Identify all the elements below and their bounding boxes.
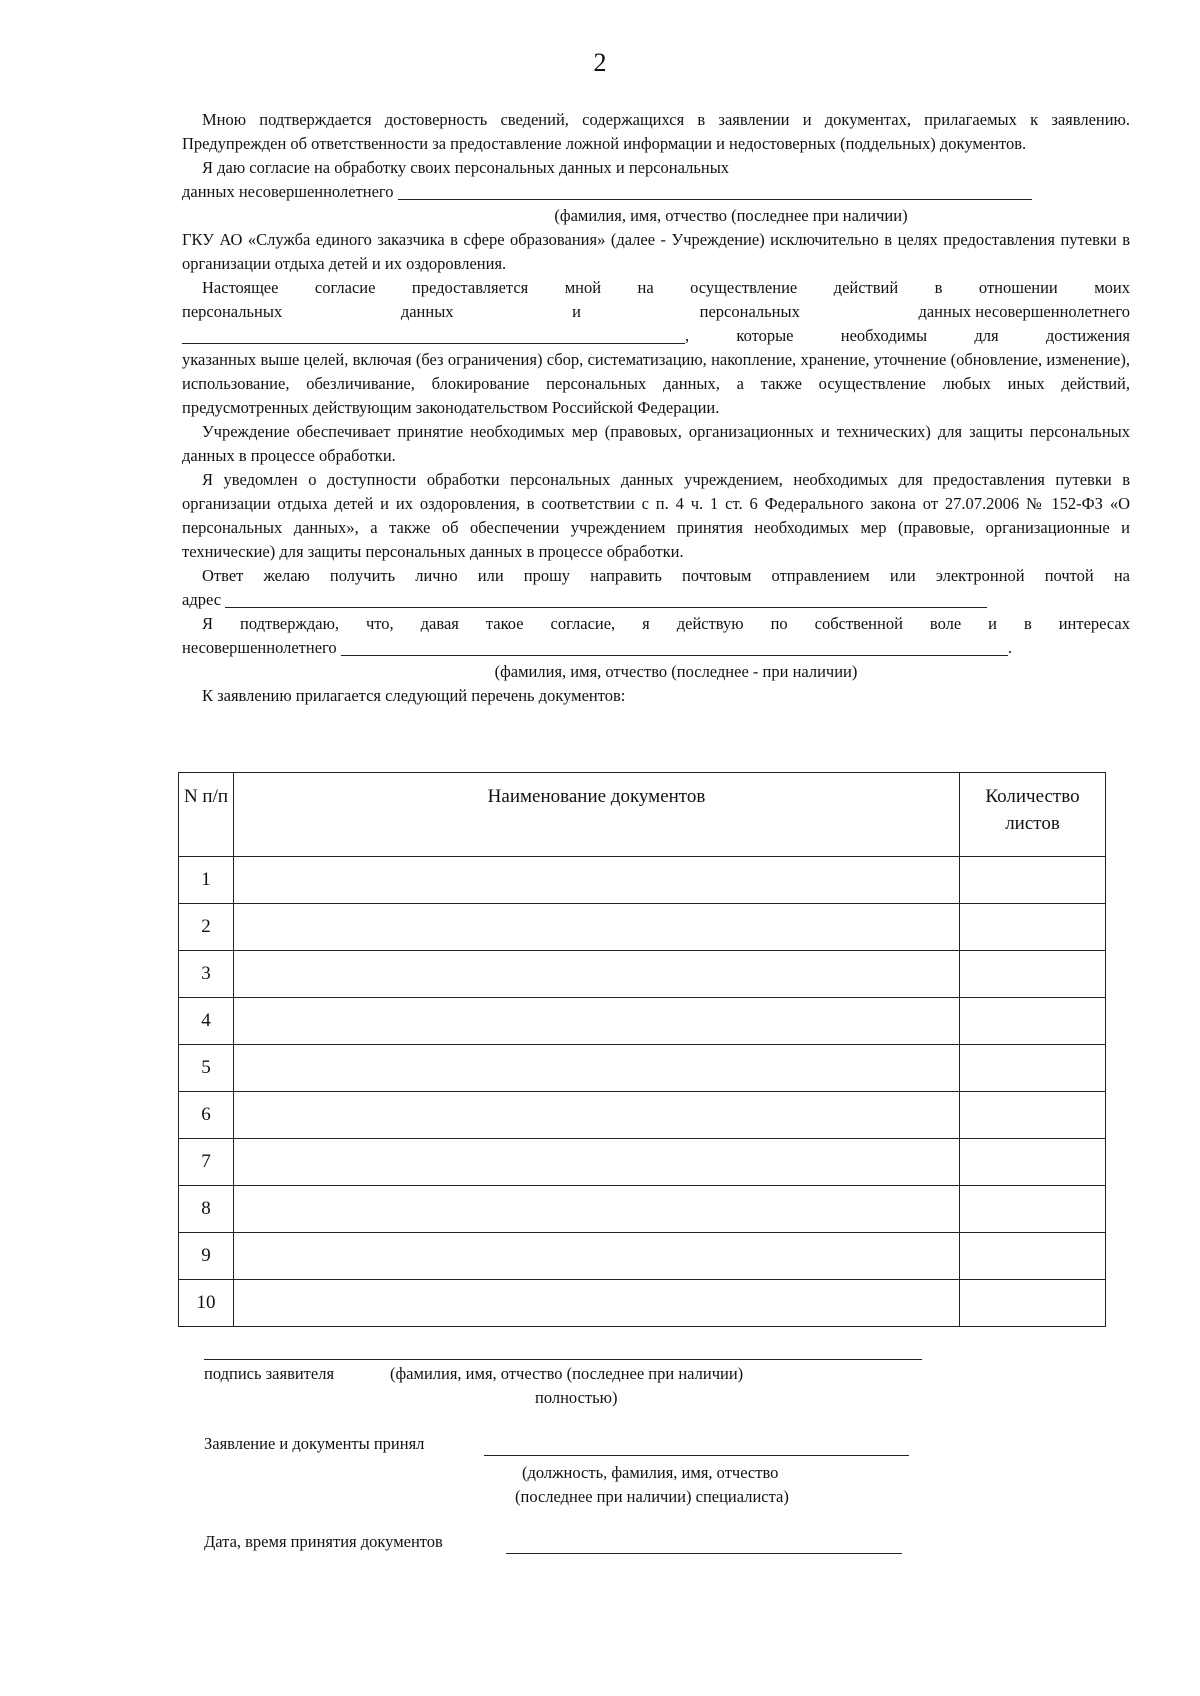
document-name-cell[interactable] <box>234 1233 960 1280</box>
minor-name-caption-2: (фамилия, имя, отчество (последнее - при наличии) <box>494 662 858 681</box>
word-1: персональных <box>182 302 283 321</box>
minor-label: несовершеннолетнего <box>182 638 337 657</box>
goals-tail: , которые необходимы для достижения <box>685 326 1130 345</box>
header-sheet-count: Количество листов <box>960 773 1106 857</box>
document-name-cell[interactable] <box>234 1139 960 1186</box>
applicant-signature-label: подпись заявителя <box>204 1364 335 1383</box>
row-number: 3 <box>179 951 234 998</box>
paragraph-consent-line1: Я даю согласие на обработку своих персональных данных и персональных <box>202 158 730 177</box>
document-name-cell[interactable] <box>234 998 960 1045</box>
table-row <box>179 904 1106 951</box>
document-name-cell[interactable] <box>234 1045 960 1092</box>
header-document-name: Наименование документов <box>234 773 960 857</box>
table-row <box>179 1280 1106 1327</box>
paragraph-operator: ГКУ АО «Служба единого заказчика в сфере образования» (далее - Учреждение) исключительно в целях предоставления путевки в организации отдыха детей и их оздоровления. <box>182 230 1130 273</box>
applicant-signature-caption-2: полностью) <box>535 1388 618 1407</box>
sheet-count-cell[interactable] <box>960 1045 1106 1092</box>
paragraph-actions-line2 <box>182 300 1130 324</box>
page-number: 2 <box>593 48 607 77</box>
received-caption-2: (последнее при наличии) специалиста) <box>515 1487 789 1506</box>
table-row <box>179 1045 1106 1092</box>
consent-text <box>182 108 1130 708</box>
date-time-line[interactable] <box>506 1553 902 1554</box>
sheet-count-cell[interactable] <box>960 1092 1106 1139</box>
table-row <box>179 1186 1106 1233</box>
minor-name-field-2[interactable] <box>341 638 1008 656</box>
received-caption-1: (должность, фамилия, имя, отчество <box>522 1463 779 1482</box>
row-number: 8 <box>179 1186 234 1233</box>
word-3: и <box>572 302 582 321</box>
sheet-count-cell[interactable] <box>960 1186 1106 1233</box>
table-header-row <box>179 773 1106 857</box>
table-row <box>179 1092 1106 1139</box>
address-line <box>182 588 987 612</box>
applicant-signature-line[interactable] <box>204 1359 922 1360</box>
minor-data-field[interactable] <box>182 326 685 344</box>
sheet-count-cell[interactable] <box>960 998 1106 1045</box>
word-4: персональных <box>699 302 800 321</box>
header-number: N п/п <box>179 773 234 857</box>
address-field[interactable] <box>225 590 987 608</box>
paragraph-answer-line1: Ответ желаю получить лично или прошу направить почтовым отправлением или электронной почтой на <box>202 566 1130 585</box>
row-number: 9 <box>179 1233 234 1280</box>
table-row <box>179 1139 1106 1186</box>
document-name-cell[interactable] <box>234 951 960 998</box>
document-name-cell[interactable] <box>234 1092 960 1139</box>
line-end-period: . <box>1007 638 1012 657</box>
row-number: 2 <box>179 904 234 951</box>
received-by-line[interactable] <box>484 1455 909 1456</box>
paragraph-attachments: К заявлению прилагается следующий перечень документов: <box>202 686 626 705</box>
paragraph-notification: Я уведомлен о доступности обработки персональных данных учреждением, необходимых для предоставления путевки в организации отдыха детей и их оздоровления, в соответствии с п. 4 ч. 1 ст. 6 Федерального закона от 27.07.2006 № 152-ФЗ «О персональных данных», а также об обеспечении учреждением принятия необходимых мер (правовые, организационные и технические) для защиты персональных данных в процессе обработки. <box>182 470 1130 561</box>
minor-name-field[interactable] <box>398 182 1033 200</box>
document-name-cell[interactable] <box>234 1186 960 1233</box>
row-number: 10 <box>179 1280 234 1327</box>
received-label: Заявление и документы принял <box>204 1434 425 1453</box>
table-row <box>179 1233 1106 1280</box>
word-2: данных <box>400 302 454 321</box>
table-row <box>179 951 1106 998</box>
minor-data-label: данных несовершеннолетнего <box>182 182 394 201</box>
applicant-signature-caption-1: (фамилия, имя, отчество (последнее при наличии) <box>390 1364 744 1383</box>
sheet-count-cell[interactable] <box>960 1233 1106 1280</box>
document-name-cell[interactable] <box>234 857 960 904</box>
sheet-count-cell[interactable] <box>960 951 1106 998</box>
date-label: Дата, время принятия документов <box>204 1532 443 1551</box>
paragraph-protection: Учреждение обеспечивает принятие необходимых мер (правовых, организационных и технических) для защиты персональных данных в процессе обработки. <box>182 422 1130 465</box>
paragraph-actions-line3 <box>182 324 1130 348</box>
row-number: 1 <box>179 857 234 904</box>
row-number: 7 <box>179 1139 234 1186</box>
documents-table <box>178 772 1106 1327</box>
table-row <box>179 857 1106 904</box>
document-name-cell[interactable] <box>234 1280 960 1327</box>
minor-name-caption: (фамилия, имя, отчество (последнее при наличии) <box>554 206 908 225</box>
row-number: 6 <box>179 1092 234 1139</box>
paragraph-actions-line1: Настоящее согласие предоставляется мной на осуществление действий в отношении моих <box>202 278 1130 297</box>
row-number: 5 <box>179 1045 234 1092</box>
sheet-count-cell[interactable] <box>960 1139 1106 1186</box>
minor-name-line <box>182 180 1032 204</box>
document-name-cell[interactable] <box>234 904 960 951</box>
paragraph-confirmation: Мною подтверждается достоверность сведений, содержащихся в заявлении и документах, прилагаемых к заявлению. Предупрежден об ответственности за предоставление ложной информации и недостоверных (поддельных) документов. <box>182 110 1130 153</box>
word-5: данных несовершеннолетнего <box>918 302 1130 321</box>
paragraph-actions-rest: указанных выше целей, включая (без ограничения) сбор, систематизацию, накопление, хранение, уточнение (обновление, изменение), использование, обезличивание, блокирование персональных данных, а также осуществление любых иных действий, предусмотренных действующим законодательством Российской Федерации. <box>182 350 1130 417</box>
minor-name-line-2 <box>182 636 1012 660</box>
paragraph-voluntary-line1: Я подтверждаю, что, давая такое согласие, я действую по собственной воле и в интересах <box>202 614 1130 633</box>
address-label: адрес <box>182 590 222 609</box>
table-row <box>179 998 1106 1045</box>
sheet-count-cell[interactable] <box>960 904 1106 951</box>
sheet-count-cell[interactable] <box>960 857 1106 904</box>
row-number: 4 <box>179 998 234 1045</box>
sheet-count-cell[interactable] <box>960 1280 1106 1327</box>
